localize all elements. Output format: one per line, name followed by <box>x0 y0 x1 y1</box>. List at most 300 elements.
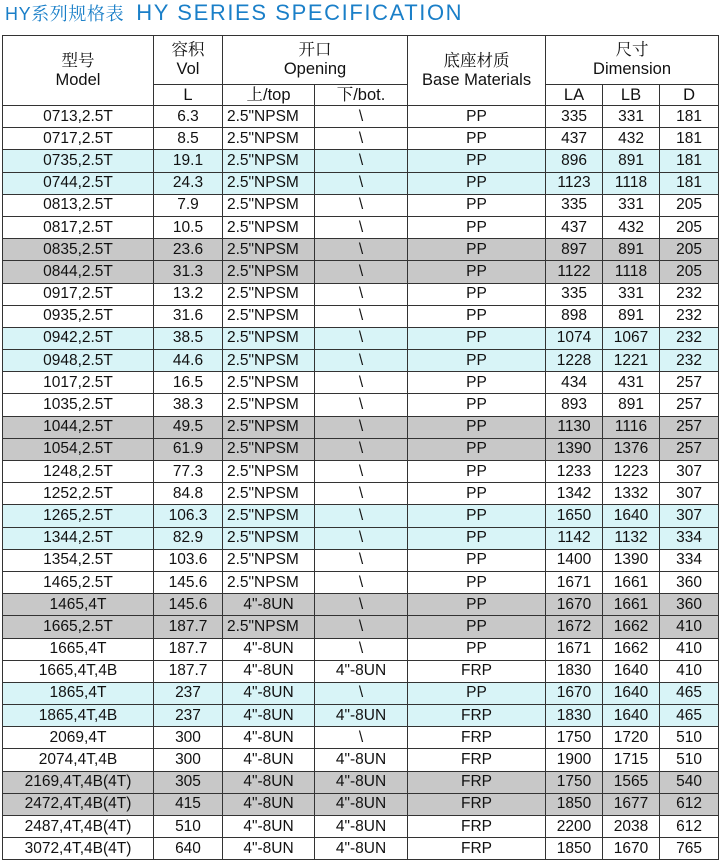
table-row <box>3 461 719 483</box>
cell-d: 510 <box>660 749 719 771</box>
cell-la: 1850 <box>546 838 603 860</box>
cell-d: 307 <box>660 461 719 483</box>
cell-vol: 300 <box>154 727 223 749</box>
cell-model: 1265,2.5T <box>3 505 154 527</box>
table-row <box>3 527 719 549</box>
cell-bottom-opening: \ <box>315 638 408 660</box>
cell-d: 612 <box>660 793 719 815</box>
cell-bottom-opening: \ <box>315 372 408 394</box>
cell-top-opening: 4"-8UN <box>223 682 315 704</box>
cell-bottom-opening: \ <box>315 350 408 372</box>
cell-base-material: PP <box>408 549 546 571</box>
cell-vol: 187.7 <box>154 660 223 682</box>
cell-bottom-opening: 4"-8UN <box>315 838 408 860</box>
cell-la: 2200 <box>546 816 603 838</box>
cell-la: 437 <box>546 216 603 238</box>
cell-model: 0817,2.5T <box>3 216 154 238</box>
cell-la: 1850 <box>546 793 603 815</box>
table-row <box>3 793 719 815</box>
cell-lb: 1677 <box>603 793 660 815</box>
cell-base-material: PP <box>408 527 546 549</box>
table-row <box>3 305 719 327</box>
cell-model: 1248,2.5T <box>3 461 154 483</box>
cell-vol: 10.5 <box>154 216 223 238</box>
cell-la: 1142 <box>546 527 603 549</box>
cell-lb: 1390 <box>603 549 660 571</box>
cell-d: 510 <box>660 727 719 749</box>
cell-base-material: PP <box>408 194 546 216</box>
cell-model: 1665,2.5T <box>3 616 154 638</box>
cell-la: 335 <box>546 283 603 305</box>
cell-lb: 1132 <box>603 527 660 549</box>
cell-lb: 1661 <box>603 594 660 616</box>
cell-model: 0813,2.5T <box>3 194 154 216</box>
cell-la: 1750 <box>546 771 603 793</box>
cell-top-opening: 4"-8UN <box>223 793 315 815</box>
cell-bottom-opening: \ <box>315 505 408 527</box>
cell-top-opening: 2.5"NPSM <box>223 172 315 194</box>
cell-bottom-opening: \ <box>315 416 408 438</box>
cell-base-material: FRP <box>408 793 546 815</box>
cell-lb: 331 <box>603 194 660 216</box>
cell-model: 0948,2.5T <box>3 350 154 372</box>
cell-lb: 2038 <box>603 816 660 838</box>
cell-d: 307 <box>660 505 719 527</box>
cell-top-opening: 2.5"NPSM <box>223 483 315 505</box>
cell-lb: 1640 <box>603 682 660 704</box>
table-row <box>3 372 719 394</box>
table-row <box>3 416 719 438</box>
cell-lb: 891 <box>603 305 660 327</box>
cell-d: 465 <box>660 682 719 704</box>
cell-top-opening: 2.5"NPSM <box>223 216 315 238</box>
table-row <box>3 283 719 305</box>
cell-base-material: PP <box>408 438 546 460</box>
cell-base-material: FRP <box>408 771 546 793</box>
cell-lb: 1223 <box>603 461 660 483</box>
cell-top-opening: 2.5"NPSM <box>223 128 315 150</box>
header-vol: 容积 Vol <box>154 36 223 85</box>
cell-base-material: PP <box>408 616 546 638</box>
cell-la: 1650 <box>546 505 603 527</box>
cell-vol: 510 <box>154 816 223 838</box>
cell-model: 0942,2.5T <box>3 327 154 349</box>
cell-d: 205 <box>660 194 719 216</box>
header-vol-unit: L <box>154 85 223 106</box>
cell-top-opening: 2.5"NPSM <box>223 194 315 216</box>
cell-top-opening: 4"-8UN <box>223 594 315 616</box>
cell-model: 1252,2.5T <box>3 483 154 505</box>
table-row <box>3 727 719 749</box>
cell-model: 2487,4T,4B(4T) <box>3 816 154 838</box>
cell-base-material: FRP <box>408 660 546 682</box>
cell-lb: 1661 <box>603 571 660 593</box>
cell-vol: 187.7 <box>154 638 223 660</box>
cell-d: 205 <box>660 261 719 283</box>
table-row <box>3 261 719 283</box>
cell-bottom-opening: \ <box>315 150 408 172</box>
cell-top-opening: 2.5"NPSM <box>223 616 315 638</box>
cell-top-opening: 2.5"NPSM <box>223 305 315 327</box>
cell-lb: 1670 <box>603 838 660 860</box>
cell-d: 181 <box>660 172 719 194</box>
cell-base-material: FRP <box>408 705 546 727</box>
cell-model: 1465,4T <box>3 594 154 616</box>
cell-bottom-opening: \ <box>315 571 408 593</box>
cell-d: 181 <box>660 150 719 172</box>
cell-model: 0713,2.5T <box>3 106 154 128</box>
cell-base-material: PP <box>408 350 546 372</box>
cell-vol: 44.6 <box>154 350 223 372</box>
cell-bottom-opening: 4"-8UN <box>315 816 408 838</box>
cell-la: 896 <box>546 150 603 172</box>
cell-d: 334 <box>660 549 719 571</box>
cell-la: 1130 <box>546 416 603 438</box>
cell-top-opening: 4"-8UN <box>223 838 315 860</box>
cell-base-material: FRP <box>408 749 546 771</box>
spec-table <box>2 35 719 860</box>
cell-la: 1122 <box>546 261 603 283</box>
cell-d: 410 <box>660 638 719 660</box>
cell-model: 0935,2.5T <box>3 305 154 327</box>
cell-bottom-opening: 4"-8UN <box>315 771 408 793</box>
cell-la: 1074 <box>546 327 603 349</box>
cell-d: 232 <box>660 305 719 327</box>
page-title <box>5 0 717 28</box>
cell-base-material: PP <box>408 682 546 704</box>
cell-la: 1671 <box>546 571 603 593</box>
cell-model: 1354,2.5T <box>3 549 154 571</box>
cell-la: 893 <box>546 394 603 416</box>
cell-d: 205 <box>660 239 719 261</box>
header-d: D <box>660 85 719 106</box>
table-row <box>3 682 719 704</box>
cell-top-opening: 4"-8UN <box>223 727 315 749</box>
cell-bottom-opening: \ <box>315 106 408 128</box>
cell-bottom-opening: 4"-8UN <box>315 705 408 727</box>
cell-model: 0917,2.5T <box>3 283 154 305</box>
cell-base-material: PP <box>408 394 546 416</box>
table-row <box>3 505 719 527</box>
cell-base-material: PP <box>408 571 546 593</box>
cell-lb: 1376 <box>603 438 660 460</box>
cell-d: 232 <box>660 327 719 349</box>
cell-base-material: PP <box>408 128 546 150</box>
cell-base-material: PP <box>408 305 546 327</box>
table-row <box>3 749 719 771</box>
cell-top-opening: 2.5"NPSM <box>223 527 315 549</box>
cell-la: 897 <box>546 239 603 261</box>
cell-model: 1665,4T <box>3 638 154 660</box>
cell-d: 307 <box>660 483 719 505</box>
cell-base-material: PP <box>408 239 546 261</box>
cell-d: 181 <box>660 106 719 128</box>
table-row <box>3 771 719 793</box>
cell-la: 1233 <box>546 461 603 483</box>
cell-lb: 431 <box>603 372 660 394</box>
cell-base-material: PP <box>408 638 546 660</box>
cell-bottom-opening: 4"-8UN <box>315 793 408 815</box>
cell-lb: 1662 <box>603 616 660 638</box>
cell-bottom-opening: \ <box>315 239 408 261</box>
cell-lb: 1116 <box>603 416 660 438</box>
cell-bottom-opening: \ <box>315 438 408 460</box>
cell-top-opening: 2.5"NPSM <box>223 239 315 261</box>
cell-bottom-opening: 4"-8UN <box>315 749 408 771</box>
cell-vol: 237 <box>154 682 223 704</box>
cell-model: 1044,2.5T <box>3 416 154 438</box>
cell-d: 257 <box>660 416 719 438</box>
cell-vol: 13.2 <box>154 283 223 305</box>
header-opening: 开口 Opening <box>223 36 408 85</box>
cell-lb: 331 <box>603 106 660 128</box>
header-la: LA <box>546 85 603 106</box>
cell-model: 2169,4T,4B(4T) <box>3 771 154 793</box>
cell-d: 232 <box>660 350 719 372</box>
cell-model: 1344,2.5T <box>3 527 154 549</box>
table-row <box>3 106 719 128</box>
cell-model: 0717,2.5T <box>3 128 154 150</box>
table-row <box>3 128 719 150</box>
cell-model: 0744,2.5T <box>3 172 154 194</box>
cell-top-opening: 2.5"NPSM <box>223 571 315 593</box>
cell-model: 2472,4T,4B(4T) <box>3 793 154 815</box>
table-row <box>3 327 719 349</box>
cell-base-material: FRP <box>408 816 546 838</box>
cell-bottom-opening: \ <box>315 682 408 704</box>
cell-d: 205 <box>660 216 719 238</box>
cell-top-opening: 2.5"NPSM <box>223 372 315 394</box>
table-row <box>3 394 719 416</box>
header-bot: 下/bot. <box>315 85 408 106</box>
cell-lb: 1118 <box>603 172 660 194</box>
cell-vol: 38.3 <box>154 394 223 416</box>
table-row <box>3 549 719 571</box>
cell-d: 540 <box>660 771 719 793</box>
cell-d: 410 <box>660 660 719 682</box>
cell-vol: 23.6 <box>154 239 223 261</box>
cell-bottom-opening: \ <box>315 128 408 150</box>
cell-top-opening: 4"-8UN <box>223 749 315 771</box>
cell-la: 1672 <box>546 616 603 638</box>
cell-base-material: FRP <box>408 838 546 860</box>
cell-base-material: PP <box>408 327 546 349</box>
cell-model: 0735,2.5T <box>3 150 154 172</box>
cell-lb: 1640 <box>603 505 660 527</box>
cell-model: 1054,2.5T <box>3 438 154 460</box>
cell-bottom-opening: \ <box>315 261 408 283</box>
cell-vol: 84.8 <box>154 483 223 505</box>
cell-top-opening: 2.5"NPSM <box>223 283 315 305</box>
table-row <box>3 150 719 172</box>
cell-base-material: FRP <box>408 727 546 749</box>
cell-lb: 1662 <box>603 638 660 660</box>
table-row <box>3 660 719 682</box>
cell-vol: 49.5 <box>154 416 223 438</box>
cell-top-opening: 4"-8UN <box>223 771 315 793</box>
cell-la: 1900 <box>546 749 603 771</box>
cell-bottom-opening: \ <box>315 483 408 505</box>
cell-base-material: PP <box>408 172 546 194</box>
cell-top-opening: 4"-8UN <box>223 638 315 660</box>
cell-vol: 24.3 <box>154 172 223 194</box>
cell-d: 612 <box>660 816 719 838</box>
cell-la: 335 <box>546 106 603 128</box>
cell-lb: 891 <box>603 239 660 261</box>
cell-lb: 1221 <box>603 350 660 372</box>
cell-bottom-opening: 4"-8UN <box>315 660 408 682</box>
table-row <box>3 239 719 261</box>
cell-vol: 82.9 <box>154 527 223 549</box>
spec-table-body <box>3 106 719 860</box>
table-row <box>3 705 719 727</box>
cell-top-opening: 2.5"NPSM <box>223 549 315 571</box>
cell-vol: 61.9 <box>154 438 223 460</box>
cell-model: 1665,4T,4B <box>3 660 154 682</box>
cell-bottom-opening: \ <box>315 394 408 416</box>
table-row <box>3 571 719 593</box>
cell-model: 2074,4T,4B <box>3 749 154 771</box>
cell-lb: 331 <box>603 283 660 305</box>
cell-vol: 415 <box>154 793 223 815</box>
header-model: 型号 Model <box>3 36 154 106</box>
cell-base-material: PP <box>408 461 546 483</box>
cell-vol: 300 <box>154 749 223 771</box>
cell-vol: 145.6 <box>154 571 223 593</box>
table-row <box>3 816 719 838</box>
cell-lb: 1332 <box>603 483 660 505</box>
cell-vol: 640 <box>154 838 223 860</box>
cell-bottom-opening: \ <box>315 527 408 549</box>
header-dimension: 尺寸 Dimension <box>546 36 719 85</box>
cell-vol: 31.3 <box>154 261 223 283</box>
cell-d: 360 <box>660 571 719 593</box>
cell-d: 232 <box>660 283 719 305</box>
cell-base-material: PP <box>408 594 546 616</box>
cell-top-opening: 4"-8UN <box>223 816 315 838</box>
cell-bottom-opening: \ <box>315 549 408 571</box>
cell-lb: 432 <box>603 216 660 238</box>
cell-d: 181 <box>660 128 719 150</box>
table-row <box>3 194 719 216</box>
table-row <box>3 172 719 194</box>
cell-bottom-opening: \ <box>315 283 408 305</box>
cell-model: 1035,2.5T <box>3 394 154 416</box>
cell-la: 1830 <box>546 660 603 682</box>
cell-la: 1750 <box>546 727 603 749</box>
cell-d: 257 <box>660 438 719 460</box>
cell-vol: 6.3 <box>154 106 223 128</box>
cell-la: 1342 <box>546 483 603 505</box>
cell-lb: 1640 <box>603 660 660 682</box>
cell-lb: 432 <box>603 128 660 150</box>
cell-la: 335 <box>546 194 603 216</box>
cell-vol: 19.1 <box>154 150 223 172</box>
table-row <box>3 616 719 638</box>
cell-vol: 305 <box>154 771 223 793</box>
table-row <box>3 438 719 460</box>
cell-vol: 187.7 <box>154 616 223 638</box>
cell-la: 1830 <box>546 705 603 727</box>
cell-base-material: PP <box>408 150 546 172</box>
cell-top-opening: 2.5"NPSM <box>223 261 315 283</box>
cell-model: 3072,4T,4B(4T) <box>3 838 154 860</box>
cell-lb: 1067 <box>603 327 660 349</box>
cell-lb: 1118 <box>603 261 660 283</box>
cell-la: 1671 <box>546 638 603 660</box>
table-row <box>3 216 719 238</box>
cell-lb: 1640 <box>603 705 660 727</box>
header-lb: LB <box>603 85 660 106</box>
cell-la: 437 <box>546 128 603 150</box>
title-en: HY SERIES SPECIFICATION <box>136 0 464 25</box>
cell-top-opening: 4"-8UN <box>223 705 315 727</box>
cell-top-opening: 4"-8UN <box>223 660 315 682</box>
cell-top-opening: 2.5"NPSM <box>223 350 315 372</box>
cell-lb: 891 <box>603 394 660 416</box>
cell-base-material: PP <box>408 416 546 438</box>
cell-top-opening: 2.5"NPSM <box>223 438 315 460</box>
cell-top-opening: 2.5"NPSM <box>223 461 315 483</box>
cell-lb: 1720 <box>603 727 660 749</box>
cell-la: 434 <box>546 372 603 394</box>
cell-vol: 145.6 <box>154 594 223 616</box>
cell-lb: 1565 <box>603 771 660 793</box>
cell-vol: 103.6 <box>154 549 223 571</box>
cell-la: 1228 <box>546 350 603 372</box>
cell-model: 1017,2.5T <box>3 372 154 394</box>
header-base-materials: 底座材质 Base Materials <box>408 36 546 106</box>
cell-la: 1400 <box>546 549 603 571</box>
cell-bottom-opening: \ <box>315 461 408 483</box>
cell-bottom-opening: \ <box>315 594 408 616</box>
header-top: 上/top <box>223 85 315 106</box>
table-row <box>3 638 719 660</box>
cell-d: 360 <box>660 594 719 616</box>
cell-vol: 237 <box>154 705 223 727</box>
cell-model: 0835,2.5T <box>3 239 154 261</box>
cell-bottom-opening: \ <box>315 305 408 327</box>
cell-lb: 1715 <box>603 749 660 771</box>
cell-lb: 891 <box>603 150 660 172</box>
cell-la: 1670 <box>546 594 603 616</box>
table-row <box>3 594 719 616</box>
table-row <box>3 350 719 372</box>
cell-la: 898 <box>546 305 603 327</box>
cell-d: 410 <box>660 616 719 638</box>
cell-vol: 16.5 <box>154 372 223 394</box>
cell-base-material: PP <box>408 505 546 527</box>
cell-bottom-opening: \ <box>315 216 408 238</box>
cell-bottom-opening: \ <box>315 172 408 194</box>
cell-d: 257 <box>660 372 719 394</box>
cell-bottom-opening: \ <box>315 616 408 638</box>
cell-d: 334 <box>660 527 719 549</box>
cell-top-opening: 2.5"NPSM <box>223 327 315 349</box>
cell-model: 1865,4T,4B <box>3 705 154 727</box>
cell-d: 765 <box>660 838 719 860</box>
cell-bottom-opening: \ <box>315 727 408 749</box>
cell-top-opening: 2.5"NPSM <box>223 416 315 438</box>
cell-vol: 77.3 <box>154 461 223 483</box>
cell-bottom-opening: \ <box>315 327 408 349</box>
cell-vol: 31.6 <box>154 305 223 327</box>
cell-model: 1465,2.5T <box>3 571 154 593</box>
cell-vol: 38.5 <box>154 327 223 349</box>
cell-base-material: PP <box>408 283 546 305</box>
cell-vol: 8.5 <box>154 128 223 150</box>
cell-d: 257 <box>660 394 719 416</box>
